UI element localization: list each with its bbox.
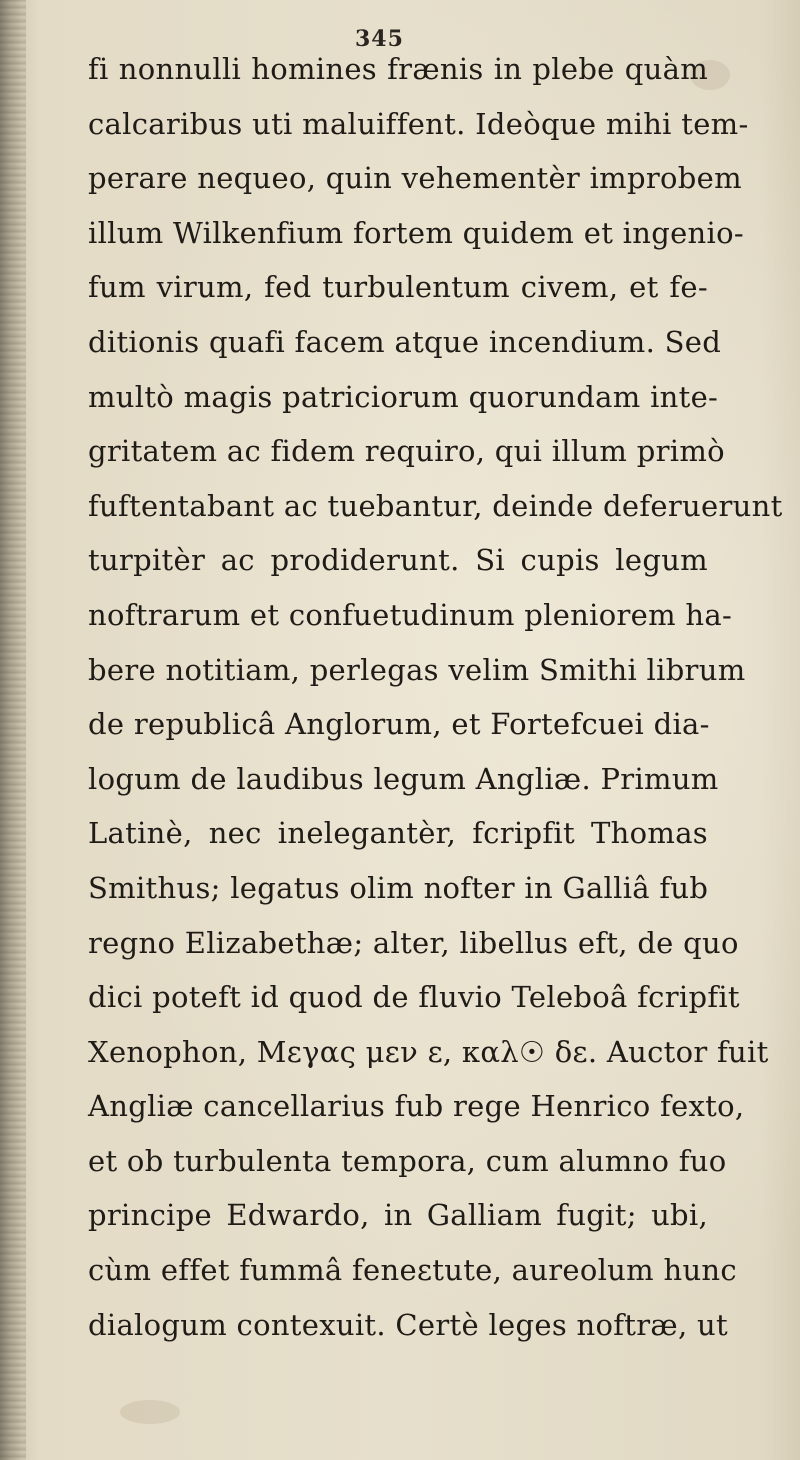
text-line: multò magis patriciorum quorundam inte- — [88, 379, 719, 414]
text-line: principe Edwardo, in Galliam fugit; ubi, — [88, 1198, 708, 1233]
text-line: dici poteft id quod de fluvio Teleboâ fcripfit — [88, 980, 740, 1015]
text-line: bere notitiam, perlegas velim Smithi librum — [88, 652, 746, 687]
text-line: regno Elizabethæ; alter, libellus eft, de quo — [88, 925, 739, 960]
text-line: logum de laudibus legum Angliæ. Primum — [88, 761, 719, 796]
page-binding-edge — [0, 0, 26, 1460]
text-line: cùm effet fummâ feneɛtute, aureolum hunc — [88, 1253, 737, 1288]
text-line: calcaribus uti maluiffent. Ideòque mihi tem- — [88, 106, 749, 141]
text-line: dialogum contexuit. Certè leges noftræ, ut — [88, 1307, 728, 1342]
text-line: Angliæ cancellarius fub rege Henrico fexto, — [88, 1089, 745, 1124]
text-line: perare nequeo, quin vehementèr improbem — [88, 161, 742, 196]
text-line: fum virum, fed turbulentum civem, et fe- — [88, 270, 708, 305]
text-line: gritatem ac fidem requiro, qui illum primò — [88, 434, 725, 469]
body-text — [88, 42, 783, 1352]
text-line: et ob turbulenta tempora, cum alumno fuo — [88, 1143, 727, 1178]
page-number: 345 — [355, 26, 404, 52]
text-line: ditionis quafi facem atque incendium. Sed — [88, 324, 722, 359]
text-line: de republicâ Anglorum, et Fortefcuei dia- — [88, 707, 710, 742]
text-line: Xenophon, Μεγας μεν ε, καλ☉ δε. Auctor fuit — [88, 1034, 769, 1069]
text-line: fi nonnulli homines frænis in plebe quàm — [88, 52, 708, 86]
text-line: Latinè, nec inelegantèr, fcripfit Thomas — [88, 816, 708, 851]
text-line: noftrarum et confuetudinum pleniorem ha- — [88, 597, 733, 632]
text-line: illum Wilkenfium fortem quidem et ingenio- — [88, 215, 744, 250]
text-line: Smithus; legatus olim nofter in Galliâ fub — [88, 870, 709, 905]
text-line: turpitèr ac prodiderunt. Si cupis legum — [88, 543, 708, 578]
text-line: fuftentabant ac tuebantur, deinde deferuerunt — [88, 488, 783, 523]
paper-stain — [120, 1400, 180, 1424]
